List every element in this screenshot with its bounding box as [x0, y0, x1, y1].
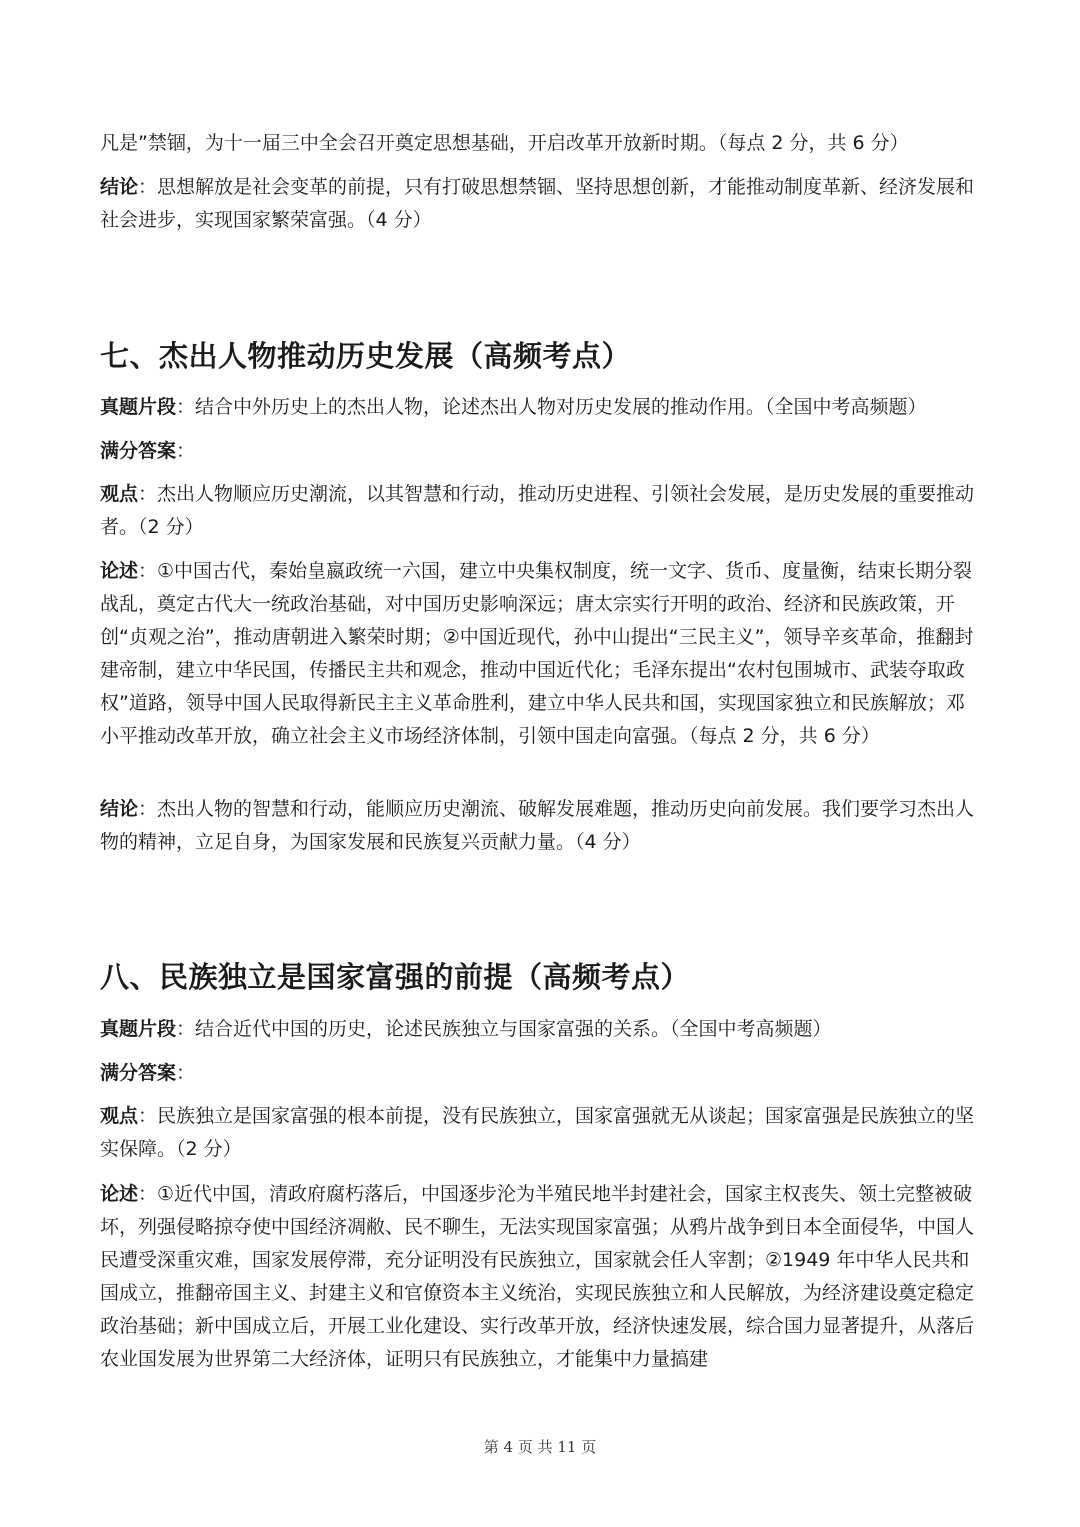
question-label: 真题片段 [100, 1018, 177, 1040]
section7-argument: 论述：①中国古代，秦始皇嬴政统一六国，建立中央集权制度，统一文字、货币、度量衡，结束长期分裂战乱，奠定古代大一统政治基础，对中国历史影响深远；唐太宗实行开明的政治、经济和民族政策，开创“贞观之治”，推动唐朝进入繁荣时期；②中国近现代，孙中山提出“三民主义”，领导辛亥革命，推翻封建帝制，建立中华民国，传播民主共和观念，推动中国近代化；毛泽东提出“农村包围城市、武装夺取政权”道路，领导中国人民取得新民主主义革命胜利，建立中华人民共和国，实现国家独立和民族解放；邓小平推动改革开放，确立社会主义市场经济体制，引领中国走向富强。（每点 2 分，共 6 分） [100, 560, 974, 747]
prev-section-tail: 凡是”禁锢，为十一届三中全会召开奠定思想基础，开启改革开放新时期。（每点 2 分，共 6 分） [100, 132, 909, 154]
section7-answer-heading: 满分答案： [100, 440, 196, 462]
section8-answer-heading: 满分答案： [100, 1062, 196, 1084]
answer-label: 满分答案 [100, 1062, 177, 1084]
section7-viewpoint: 观点：杰出人物顺应历史潮流，以其智慧和行动，推动历史进程、引领社会发展，是历史发展的重要推动者。（2 分） [100, 483, 975, 538]
section8-argument: 论述：①近代中国，清政府腐朽落后，中国逐步沦为半殖民地半封建社会，国家主权丧失、领土完整被破坏，列强侵略掠夺使中国经济凋敝、民不聊生，无法实现国家富强；从鸦片战争到日本全面侵华，中国人民遭受深重灾难，国家发展停滞，充分证明没有民族独立，国家就会任人宰割；②1949 年中华人民共和国成立，推翻帝国主义、封建主义和官僚资本主义统治，实现民族独立和人民解放，为经济建设奠定稳定政治基础；新中国成立后，开展工业化建设、实行改革开放，经济快速发展，综合国力显著提升，从落后农业国发展为世界第二大经济体，证明只有民族独立，才能集中力量搞建 [100, 1183, 975, 1370]
viewpoint-label: 观点 [100, 483, 139, 505]
question-label: 真题片段 [100, 396, 177, 418]
section8-viewpoint: 观点：民族独立是国家富强的根本前提，没有民族独立，国家富强就无从谈起；国家富强是民族独立的坚实保障。（2 分） [100, 1105, 975, 1160]
section7-conclusion: 结论：杰出人物的智慧和行动，能顺应历史潮流、破解发展难题，推动历史向前发展。我们要学习杰出人物的精神，立足自身，为国家发展和民族复兴贡献力量。（4 分） [100, 798, 975, 853]
argument-label: 论述 [100, 560, 139, 582]
conclusion-label: 结论 [100, 176, 139, 198]
conclusion-label: 结论 [100, 798, 139, 820]
page-footer: 第 4 页 共 11 页 [483, 1438, 597, 1456]
prev-section-conclusion: 结论：思想解放是社会变革的前提，只有打破思想禁锢、坚持思想创新，才能推动制度革新、经济发展和社会进步，实现国家繁荣富强。（4 分） [100, 176, 975, 231]
section7-question: 真题片段：结合中外历史上的杰出人物，论述杰出人物对历史发展的推动作用。（全国中考高频题） [100, 396, 927, 418]
section8-title: 八、民族独立是国家富强的前提（高频考点） [100, 960, 691, 994]
section8-question: 真题片段：结合近代中国的历史，论述民族独立与国家富强的关系。（全国中考高频题） [100, 1018, 832, 1040]
section7-title: 七、杰出人物推动历史发展（高频考点） [100, 339, 632, 373]
answer-label: 满分答案 [100, 440, 177, 462]
argument-label: 论述 [100, 1183, 139, 1205]
viewpoint-label: 观点 [100, 1105, 139, 1127]
